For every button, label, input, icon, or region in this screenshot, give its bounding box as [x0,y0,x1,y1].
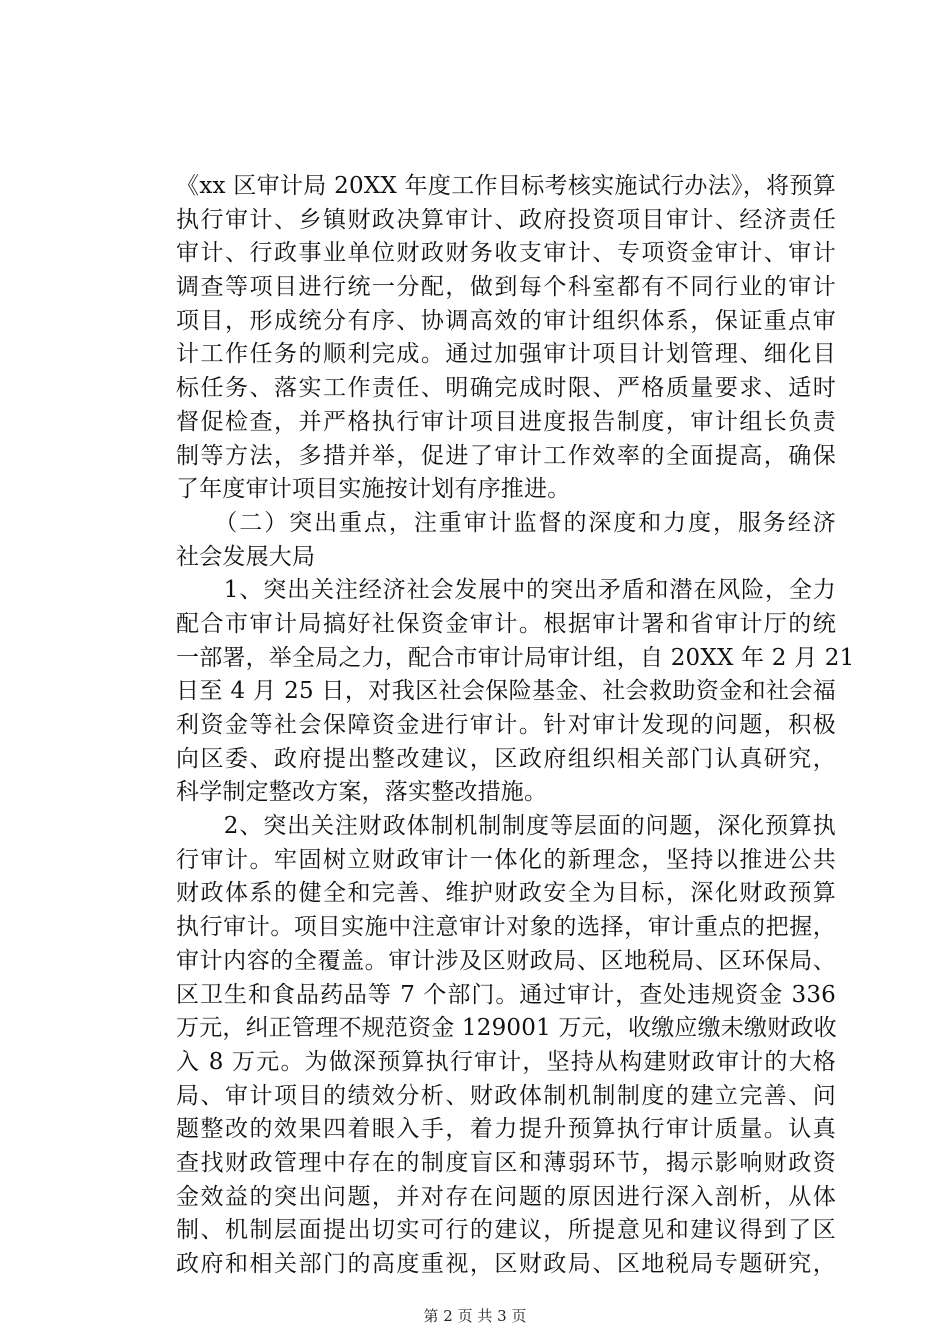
text-line: 政府和相关部门的高度重视，区财政局、区地税局专题研究， [176,1251,836,1277]
text-line: 科学制定整改方案，落实整改措施。 [176,779,548,806]
text-line: 行审计。牢固树立财政审计一体化的新理念，坚持以推进公共 [176,846,836,873]
text-line: 日至 4 月 25 日，对我区社会保险基金、社会救助资金和社会福 [176,678,836,705]
section-heading-line: （二）突出重点，注重审计监督的深度和力度，服务经济 [176,509,836,536]
page-number-footer: 第 2 页 共 3 页 [423,1307,527,1325]
text-line: 制等方法，多措并举，促进了审计工作效率的全面提高，确保 [176,442,836,469]
text-line: 2、突出关注财政体制机制制度等层面的问题，深化预算执 [176,813,836,840]
text-line: 一部署，举全局之力，配合市审计局审计组，自 20XX 年 2 月 21 [176,644,855,671]
text-line: 调查等项目进行统一分配，做到每个科室都有不同行业的审计 [176,274,836,301]
text-line: 审计、行政事业单位财政财务收支审计、专项资金审计、审计 [176,240,836,267]
text-line: 计工作任务的顺利完成。通过加强审计项目计划管理、细化目 [176,341,836,368]
text-line: 查找财政管理中存在的制度盲区和薄弱环节，揭示影响财政资 [176,1149,836,1176]
text-line: 万元，纠正管理不规范资金 129001 万元，收缴应缴未缴财政收 [176,1015,837,1042]
text-line: 1、突出关注经济社会发展中的突出矛盾和潜在风险，全力 [176,577,836,604]
text-line: 向区委、政府提出整改建议，区政府组织相关部门认真研究， [176,745,836,772]
text-line: 题整改的效果四着眼入手，着力提升预算执行审计质量。认真 [176,1116,836,1143]
text-line: 区卫生和食品药品等 7 个部门。通过审计，查处违规资金 336 [176,981,836,1008]
document-body [176,170,855,1282]
text-line: 入 8 万元。为做深预算执行审计，坚持从构建财政审计的大格 [176,1048,836,1075]
text-line: 局、审计项目的绩效分析、财政体制机制制度的建立完善、问 [176,1082,836,1109]
text-line: 执行审计。项目实施中注意审计对象的选择，审计重点的把握， [176,914,836,941]
text-line: 《xx 区审计局 20XX 年度工作目标考核实施试行办法》，将预算 [176,173,836,199]
text-line: 了年度审计项目实施按计划有序推进。 [176,476,571,503]
text-line: 财政体系的健全和完善、维护财政安全为目标，深化财政预算 [176,880,836,907]
text-line: 制、机制层面提出切实可行的建议，所提意见和建议得到了区 [176,1217,836,1244]
text-line: 金效益的突出问题，并对存在问题的原因进行深入剖析，从体 [176,1183,836,1210]
text-line: 利资金等社会保障资金进行审计。针对审计发现的问题，积极 [176,712,836,738]
text-line: 执行审计、乡镇财政决算审计、政府投资项目审计、经济责任 [176,206,836,233]
section-heading-line: 社会发展大局 [176,543,316,570]
text-line: 标任务、落实工作责任、明确完成时限、严格质量要求、适时 [176,375,836,402]
text-line: 督促检查，并严格执行审计项目进度报告制度，审计组长负责 [176,408,836,435]
text-line: 审计内容的全覆盖。审计涉及区财政局、区地税局、区环保局、 [176,947,836,974]
text-line: 项目，形成统分有序、协调高效的审计组织体系，保证重点审 [176,307,836,334]
text-line: 配合市审计局搞好社保资金审计。根据审计署和省审计厅的统 [176,610,836,637]
